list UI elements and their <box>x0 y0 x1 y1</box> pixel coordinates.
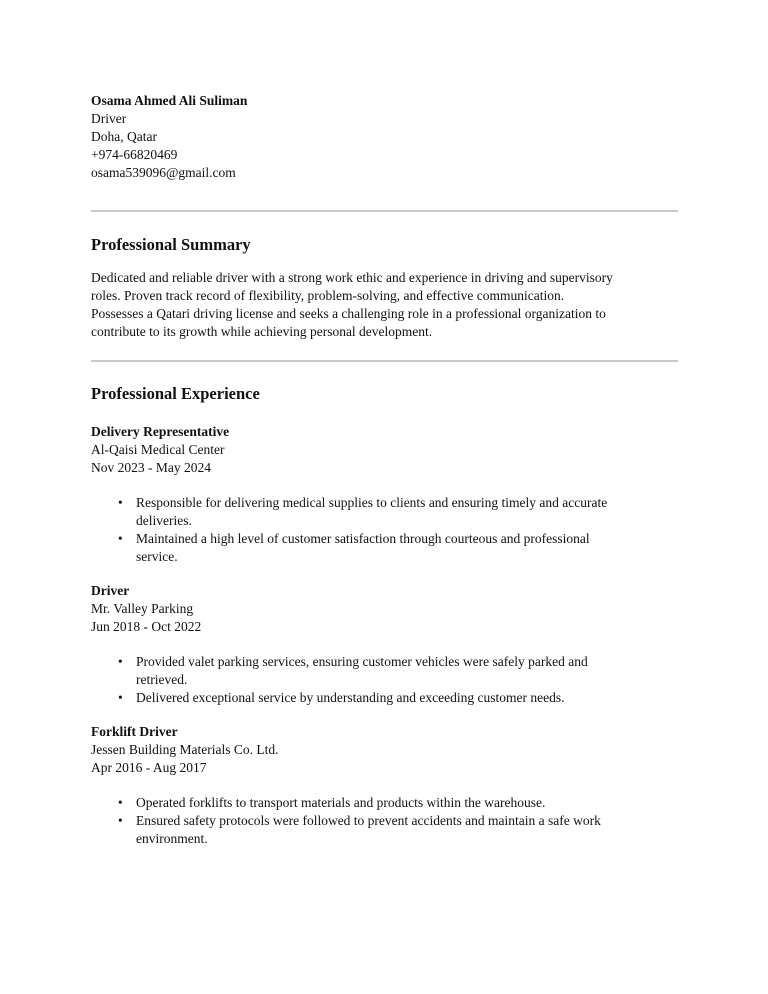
experience-section <box>91 384 678 848</box>
candidate-email: osama539096@gmail.com <box>91 165 236 180</box>
bullet-line: retrieved. <box>136 672 188 687</box>
candidate-title: Driver <box>91 111 127 126</box>
summary-line: Dedicated and reliable driver with a strong work ethic and experience in driving and supervisory <box>91 270 613 285</box>
job-company: Mr. Valley Parking <box>91 601 194 616</box>
bullet-line: Responsible for delivering medical supplies to clients and ensuring timely and accurate <box>136 495 608 510</box>
candidate-phone: +974-66820469 <box>91 147 178 162</box>
job-dates: Apr 2016 - Aug 2017 <box>91 760 207 775</box>
list-item <box>91 812 678 848</box>
job-entry <box>91 582 678 707</box>
list-item <box>91 494 678 530</box>
list-item <box>91 794 678 812</box>
bullet-line: Ensured safety protocols were followed to prevent accidents and maintain a safe work <box>136 813 601 828</box>
job-company: Al-Qaisi Medical Center <box>91 442 225 457</box>
bullet-icon: • <box>118 795 123 810</box>
summary-line: roles. Proven track record of flexibility, problem-solving, and effective communication. <box>91 288 565 303</box>
section-divider <box>91 360 678 362</box>
job-entry <box>91 423 678 566</box>
bullet-icon: • <box>118 531 123 546</box>
job-role: Forklift Driver <box>91 724 178 739</box>
summary-heading: Professional Summary <box>91 235 251 254</box>
job-bullets <box>91 794 678 848</box>
bullet-line: deliveries. <box>136 513 192 528</box>
bullet-line: service. <box>136 549 178 564</box>
list-item <box>91 653 678 689</box>
candidate-location: Doha, Qatar <box>91 129 157 144</box>
job-dates: Jun 2018 - Oct 2022 <box>91 619 202 634</box>
bullet-line: environment. <box>136 831 208 846</box>
bullet-line: Operated forklifts to transport materials and products within the warehouse. <box>136 795 546 810</box>
resume-document <box>91 92 678 848</box>
section-divider <box>91 210 678 212</box>
bullet-icon: • <box>118 654 123 669</box>
job-entry <box>91 723 678 848</box>
job-company: Jessen Building Materials Co. Ltd. <box>91 742 279 757</box>
job-bullets <box>91 494 678 566</box>
bullet-icon: • <box>118 690 123 705</box>
list-item <box>91 530 678 566</box>
candidate-name: Osama Ahmed Ali Suliman <box>91 93 248 108</box>
bullet-icon: • <box>118 813 123 828</box>
job-role: Driver <box>91 583 130 598</box>
summary-section <box>91 235 678 341</box>
contact-block <box>91 92 678 182</box>
bullet-line: Maintained a high level of customer satisfaction through courteous and professional <box>136 531 590 546</box>
summary-paragraph <box>91 269 678 341</box>
bullet-line: Provided valet parking services, ensuring customer vehicles were safely parked and <box>136 654 588 669</box>
job-role: Delivery Representative <box>91 424 230 439</box>
job-dates: Nov 2023 - May 2024 <box>91 460 211 475</box>
bullet-icon: • <box>118 495 123 510</box>
job-bullets <box>91 653 678 707</box>
summary-line: Possesses a Qatari driving license and seeks a challenging role in a professional organization to <box>91 306 606 321</box>
bullet-line: Delivered exceptional service by understanding and exceeding customer needs. <box>136 690 565 705</box>
list-item <box>91 689 678 707</box>
summary-line: contribute to its growth while achieving personal development. <box>91 324 433 339</box>
experience-heading: Professional Experience <box>91 384 260 403</box>
